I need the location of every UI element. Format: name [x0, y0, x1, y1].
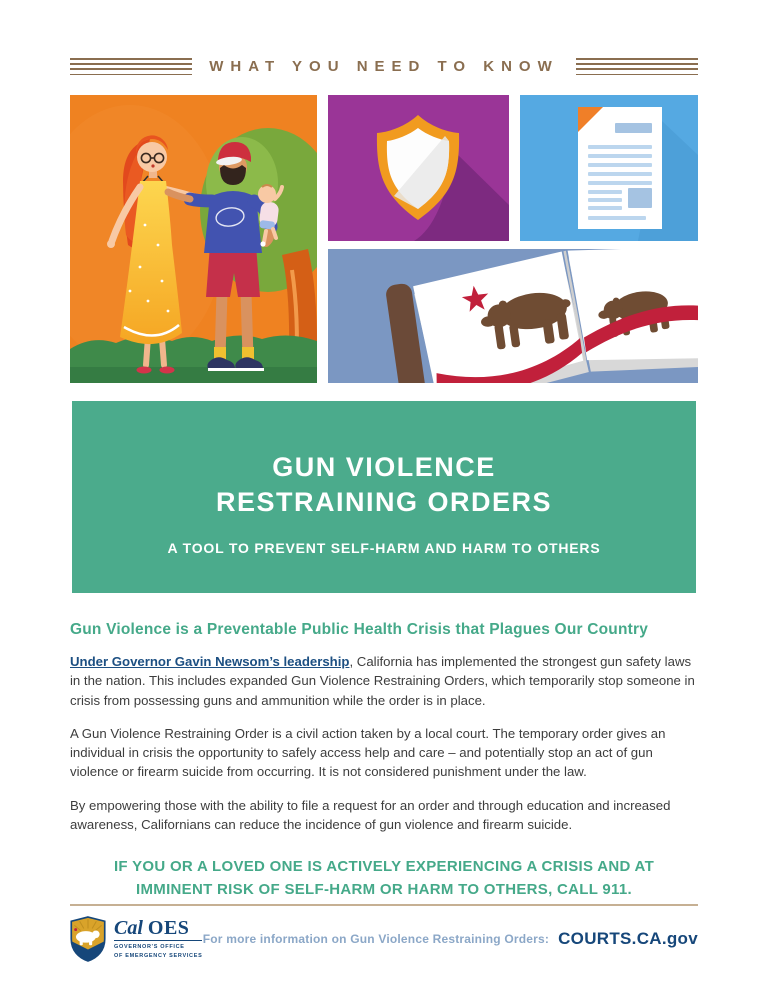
document-illustration: [520, 95, 698, 241]
shield-illustration: [328, 95, 509, 241]
paragraph-1-text: , California has implemented the strongest gun safety laws in the nation. This includes expanded Gun Violence Restraining Orders, which temporarily stop someone in crisis from possessing guns and ammunition while the order is in place.: [70, 654, 695, 708]
cal-oes-wordmark: [114, 918, 202, 938]
cal-oes-logo-rule: [114, 940, 202, 941]
family-illustration-svg: [70, 95, 317, 383]
cal-oes-wordmark-oes: OES: [147, 917, 190, 940]
footer-divider: [70, 904, 698, 906]
crisis-call-911-notice: IF YOU OR A LOVED ONE IS ACTIVELY EXPERIENCING A CRISIS AND AT IMMINENT RISK OF SELF-HARM OR HARM TO OTHERS, CALL 911.: [113, 858, 655, 899]
title-banner: [72, 401, 696, 593]
paragraph-3: By empowering those with the ability to file a request for an order and through education and increased awareness, Californians can reduce the incidence of gun violence and firearm suicide.: [70, 797, 671, 832]
cal-oes-logo: [70, 916, 202, 962]
banner-title-line2: RESTRAINING ORDERS: [215, 486, 553, 517]
cal-oes-logo-text: [114, 918, 202, 960]
document-illustration-svg: [520, 95, 698, 241]
banner-title-line1: GUN VIOLENCE: [272, 452, 496, 482]
family-illustration: [70, 95, 317, 383]
banner-subtitle: A TOOL TO PREVENT SELF-HARM AND HARM TO OTHERS: [167, 540, 601, 557]
kicker-title: WHAT YOU NEED TO KNOW: [209, 58, 559, 76]
courts-ca-gov-link[interactable]: COURTS.CA.gov: [558, 929, 698, 948]
paragraph-2: A Gun Violence Restraining Order is a civil action taken by a local court. The temporary order gives an individual in crisis the opportunity to safely access help and care – and potentially stop an act of gun violence or firearm suicide from occurring. It is not considered punishment under the law.: [70, 725, 666, 780]
article-body: [70, 621, 698, 902]
kicker-lines-left-ornament: [70, 58, 192, 75]
kicker-header: [70, 58, 698, 75]
newsom-leadership-link[interactable]: Under Governor Gavin Newsom’s leadership: [70, 654, 350, 669]
california-flag-book-illustration: [328, 249, 698, 383]
article-heading: Gun Violence is a Preventable Public Health Crisis that Plagues Our Country: [70, 621, 649, 638]
footer-info: [203, 929, 698, 949]
kicker-lines-right-ornament: [576, 58, 698, 75]
footer: [70, 916, 698, 962]
illustration-grid: [70, 95, 698, 383]
california-flag-book-svg: [328, 249, 698, 383]
shield-illustration-svg: [328, 95, 509, 241]
cal-oes-tagline-line2: OF EMERGENCY SERVICES: [114, 952, 203, 959]
banner-title: [72, 450, 696, 519]
footer-info-label: For more information on Gun Violence Restraining Orders:: [202, 932, 550, 946]
cal-oes-tagline-line1: GOVERNOR'S OFFICE: [114, 944, 185, 951]
paragraph-1: [70, 652, 698, 710]
cal-oes-shield-icon: [70, 916, 106, 962]
cal-oes-wordmark-cal: Cal: [114, 917, 143, 940]
